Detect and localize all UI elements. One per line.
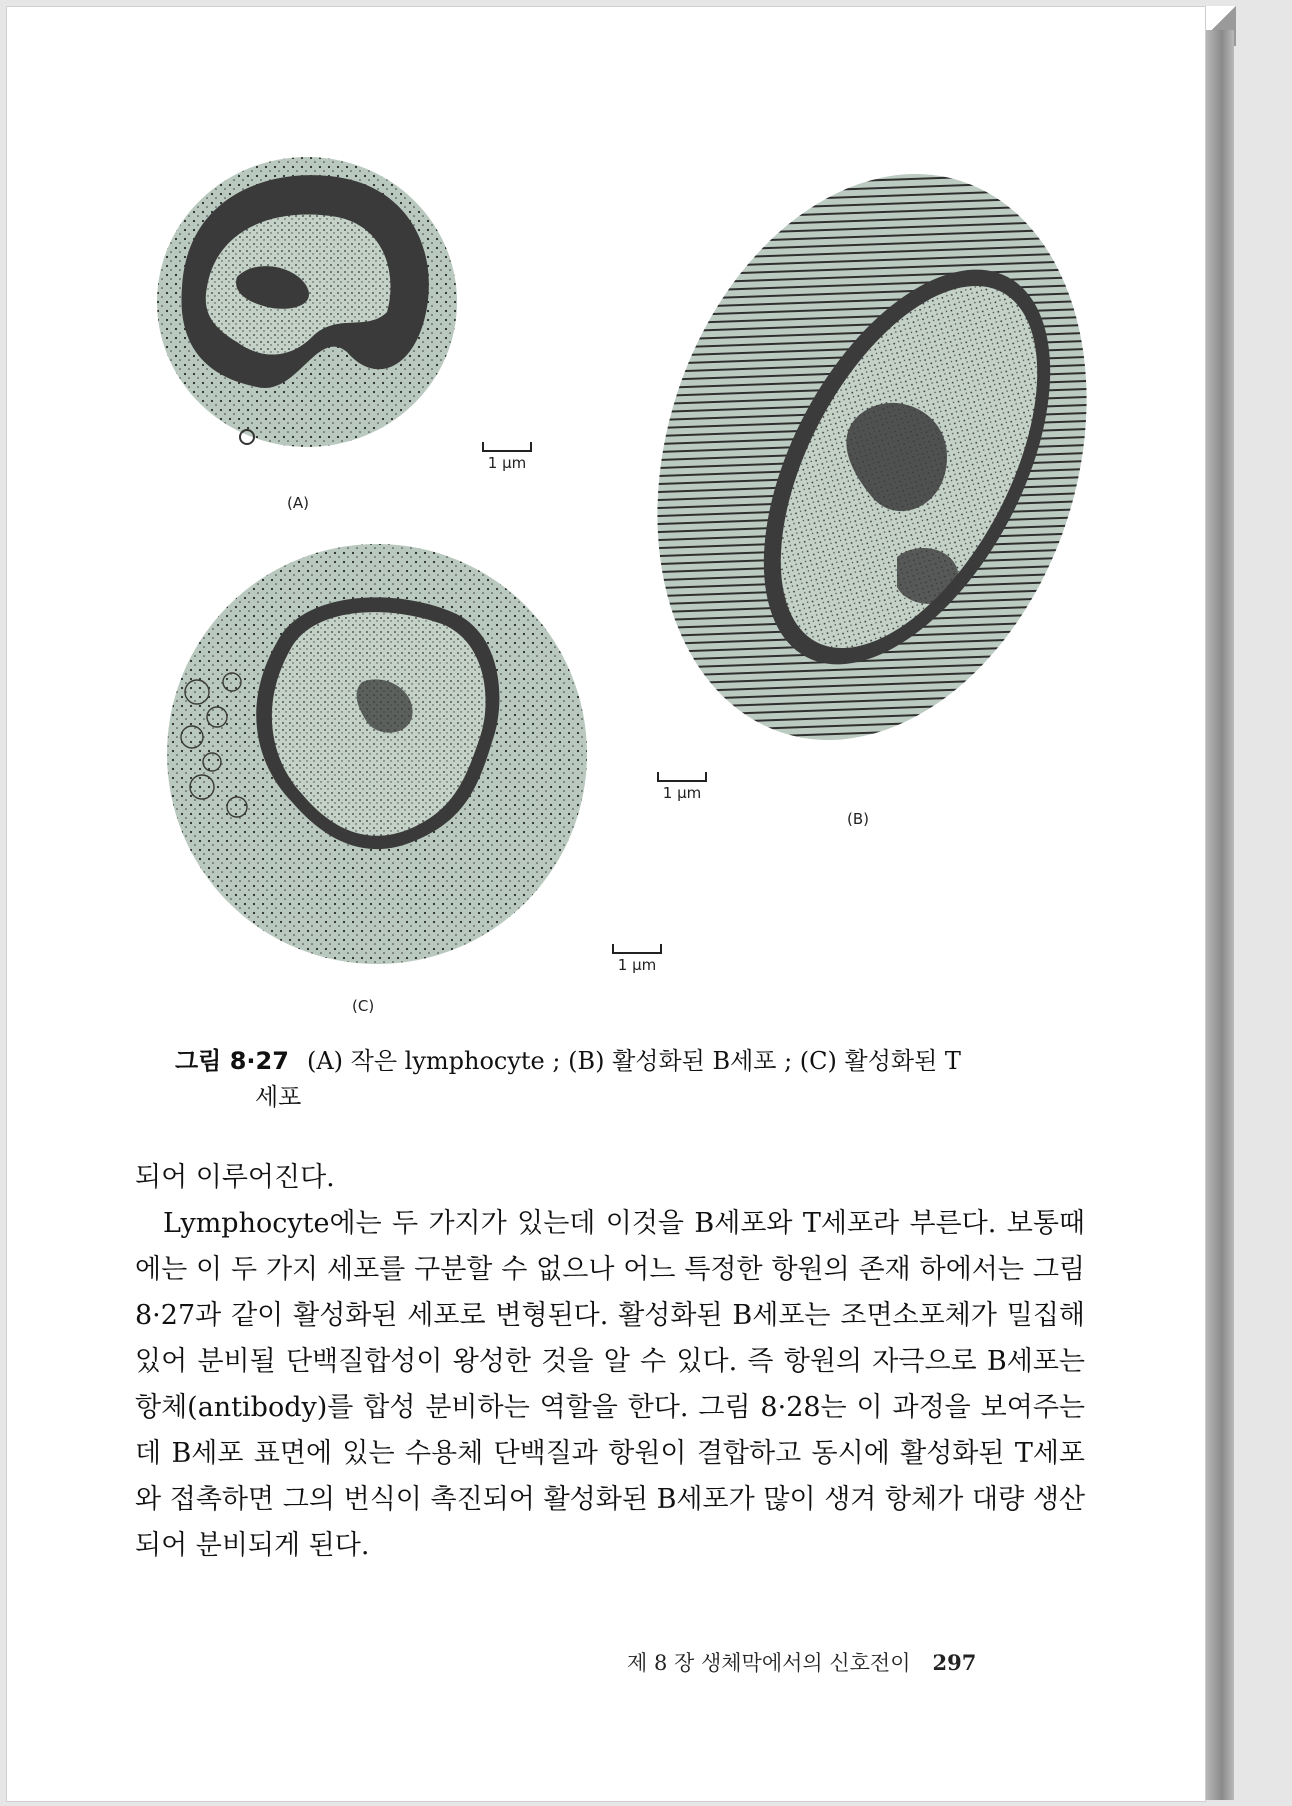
page-number: 297 xyxy=(932,1650,977,1675)
caption-line-2: 세포 xyxy=(255,1083,302,1111)
caption-text: (A) 작은 lymphocyte ; (B) 활성화된 B세포 ; (C) 활성화된 T xyxy=(306,1047,961,1075)
paragraph-2: Lymphocyte에는 두 가지가 있는데 이것을 B세포와 T세포라 부른다. 보통때에는 이 두 가지 세포를 구분할 수 없으나 어느 특정한 항원의 존재 하에서는 그림 8·27과 같이 활성화된 세포로 변형된다. 활성화된 B세포는 조면소포체가 밀집해 있어 분비될 단백질합성이 왕성한 것을 알 수 있다. 즉 항원의 자극으로 B세포는 항체(antibody)를 합성 분비하는 역할을 한다. 그림 8·28는 이 과정을 보여주는데 B세포 표면에 있는 수용체 단백질과 항원이 결합하고 동시에 활성화된 T세포와 접촉하면 그의 번식이 촉진되어 활성화된 B세포가 많이 생겨 항체가 대량 생산되어 분비되게 된다. xyxy=(135,1208,1085,1561)
running-footer xyxy=(627,1647,976,1677)
chapter-title: 제 8 장 생체막에서의 신호전이 xyxy=(627,1651,911,1675)
page-edge xyxy=(1204,30,1234,1800)
panel-label-a: (A) xyxy=(287,494,309,512)
micrograph-c xyxy=(162,532,602,982)
micrograph-a xyxy=(147,137,477,477)
scale-bar-a: 1 μm xyxy=(477,442,537,472)
body-text xyxy=(135,1155,1085,1569)
paragraph-1: 되어 이루어진다. xyxy=(135,1162,335,1193)
figure-number: 그림 8·27 xyxy=(175,1047,289,1075)
caption-line-1 xyxy=(175,1043,1055,1079)
panel-label-b: (B) xyxy=(847,810,869,828)
scale-bar-c: 1 μm xyxy=(607,944,667,974)
micrograph-b xyxy=(647,167,1087,767)
figure-caption xyxy=(175,1043,1055,1115)
book-page xyxy=(6,6,1206,1802)
scale-bar-b: 1 μm xyxy=(652,772,712,802)
panel-label-c: (C) xyxy=(352,997,375,1015)
